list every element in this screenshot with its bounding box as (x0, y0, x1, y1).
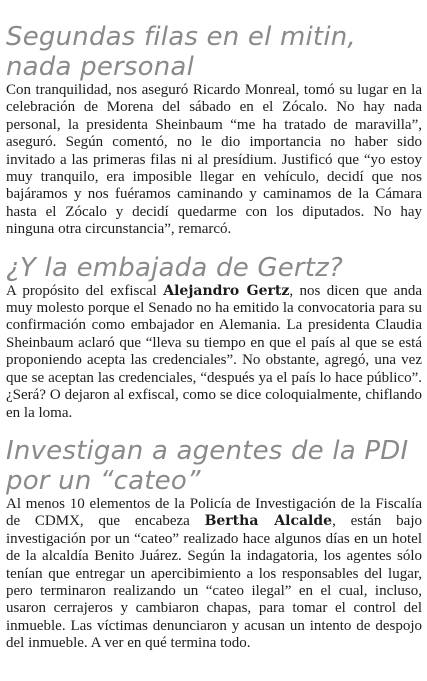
body-text-run: Al menos 10 elementos de la Policía de Investigación de la Fiscalía de CDMX, que encabeza (6, 495, 422, 530)
column-page (6, 22, 422, 653)
bold-name: Alejandro Gertz (163, 282, 290, 299)
article-pdi (6, 436, 422, 653)
article-gertz (6, 253, 422, 422)
body-text-run: , nos dicen que anda muy molesto porque el Senado no ha emitido la convocatoria para su confirmación como embajador en Alemania. La presidenta Claudia Sheinbaum aclaró que “lleva su tiempo en que el país al que se está proponiendo acepta las credenciales”. No obstante, agregó, una vez que se aceptan las credenciales, “después ya el país lo hace público”. ¿Será? O dejaron al exfiscal, como se dice coloquialmente, chiflando en la loma. (6, 282, 422, 421)
headline-line: Segundas filas en el mitin, (6, 22, 356, 52)
article-body (6, 283, 422, 422)
headline-investigan-pdi (6, 436, 422, 496)
headline-line: ¿Y la embajada de Gertz? (6, 252, 344, 283)
headline-line: nada personal (6, 52, 194, 82)
article-body (6, 82, 422, 239)
headline-embajada-gertz (6, 253, 422, 283)
body-text-run: , están bajo investigación por un “cateo” realizado hace algunos días en un hotel de la alcaldía Benito Juárez. Según la indagatoria, los agentes sólo tenían que entregar un apercibimiento a los responsables del lugar, pero terminaron realizando un “cateo ilegal” en el cual, incluso, usaron cerrajeros y cambiaron chapas, para tomar el control del inmueble. Las víctimas denunciaron y acusan un intento de despojo del inmueble. A ver en qué termina todo. (6, 513, 422, 652)
body-text-run: A propósito del exfiscal (6, 282, 164, 299)
article-body (6, 496, 422, 653)
bold-name: Bertha Alcalde (204, 513, 333, 530)
article-monreal (6, 22, 422, 239)
body-text-run: Con tranquilidad, nos aseguró Ricardo Monreal, tomó su lugar en la celebración de Morena del sábado en el Zócalo. No hay nada personal, la presidenta Sheinbaum “me ha tratado de maravilla”, aseguró. Según comentó, no le dio importancia no haber sido invitado a las primeras filas ni al presídium. Justificó que “yo estoy muy tranquilo, era imposible llegar en vehículo, decidí que nos bajáramos y nos fuéramos caminando y caminamos de la Cámara hasta el Zócalo y decidí quedarme con los diputados. No hay ninguna otra circunstancia”, remarcó. (6, 82, 422, 238)
headline-segundas-filas (6, 22, 422, 82)
headline-line: Investigan a agentes de la PDI (6, 435, 409, 466)
headline-line: por un “cateo” (6, 465, 201, 496)
